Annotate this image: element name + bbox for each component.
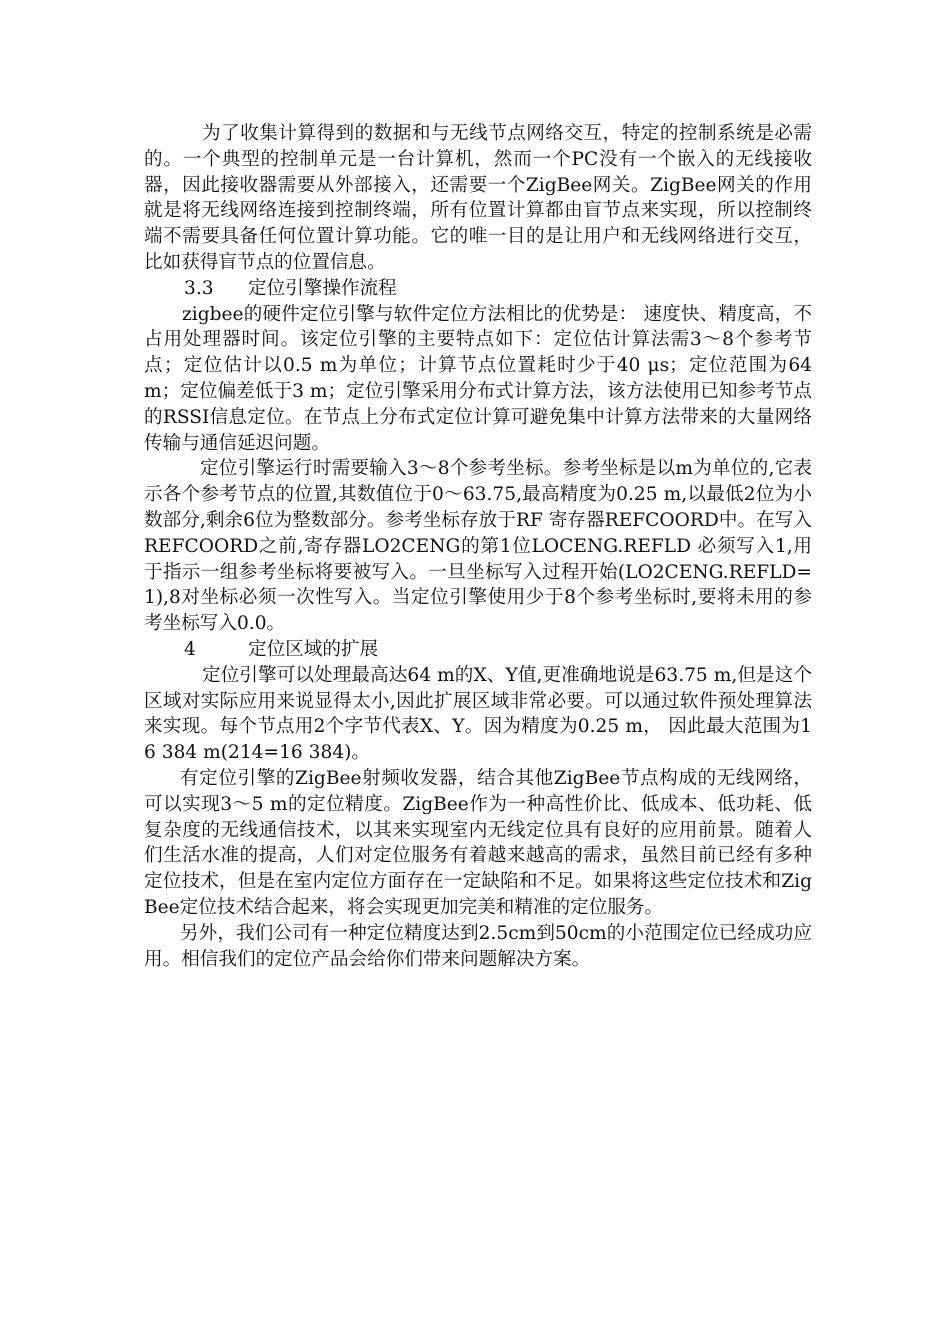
- paragraph-company-product: 另外，我们公司有一种定位精度达到2.5cm到50cm的小范围定位已经成功应用。相信我们的定位产品会给你们带来问题解决方案。: [144, 922, 812, 970]
- section-title: 定位引擎操作流程: [248, 277, 397, 299]
- paragraph-area-extension: 定位引擎可以处理最高达64 m的X、Y值,更准确地说是63.75 m,但是这个区域对实际应用来说显得太小,因此扩展区域非常必要。可以通过软件预处理算法来实现。每个节点用2个字节代表X、Y。因为精度为0.25 m， 因此最大范围为16 384 m(214=16 384)。: [144, 664, 812, 764]
- section-heading-3-3: [144, 276, 812, 302]
- paragraph-hardware-engine: zigbee的硬件定位引擎与软件定位方法相比的优势是： 速度快、精度高，不占用处理器时间。该定位引擎的主要特点如下：定位估计算法需3～8个参考节点；定位估计以0.5 m为单位；计算节点位置耗时少于40 μs；定位范围为64 m；定位偏差低于3 m；定位引擎采用分布式计算方法，该方法使用已知参考节点的RSSI信息定位。在节点上分布式定位计算可避免集中计算方法带来的大量网络传输与通信延迟问题。: [144, 303, 812, 454]
- section-heading-4: [144, 637, 812, 663]
- section-title: 定位区域的扩展: [248, 638, 379, 660]
- document-page: [144, 121, 812, 972]
- section-number: 3.3: [184, 277, 214, 299]
- paragraph-reference-coordinates: 定位引擎运行时需要输入3～8个参考坐标。参考坐标是以m为单位的,它表示各个参考节点的位置,其数值位于0～63.75,最高精度为0.25 m,以最低2位为小数部分,剩余6位为整数部分。参考坐标存放于RF 寄存器REFCOORD中。在写入REFCOORD之前,寄存器LO2CENG的第1位LOCENG.REFLD 必须写入1,用于指示一组参考坐标将要被写入。一旦坐标写入过程开始(LO2CENG.REFLD=1),8对坐标必须一次性写入。当定位引擎使用少于8个参考坐标时,要将未用的参考坐标写入0.0。: [144, 458, 812, 635]
- section-number: 4: [184, 638, 196, 660]
- paragraph-control-system: 为了收集计算得到的数据和与无线节点网络交互，特定的控制系统是必需的。一个典型的控制单元是一台计算机，然而一个PC没有一个嵌入的无线接收器，因此接收器需要从外部接入，还需要一个ZigBee网关。ZigBee网关的作用就是将无线网络连接到控制终端，所有位置计算都由盲节点来实现，所以控制终端不需要具备任何位置计算功能。它的唯一目的是让用户和无线网络进行交互，比如获得盲节点的位置信息。: [144, 123, 812, 273]
- paragraph-zigbee-accuracy: 有定位引擎的ZigBee射频收发器，结合其他ZigBee节点构成的无线网络，可以实现3～5 m的定位精度。ZigBee作为一种高性价比、低成本、低功耗、低复杂度的无线通信技术，以其来实现室内无线定位具有良好的应用前景。随着人们生活水准的提高，人们对定位服务有着越来越高的需求，虽然目前已经有多种定位技术，但是在室内定位方面存在一定缺陷和不足。如果将这些定位技术和ZigBee定位技术结合起来，将会实现更加完美和精准的定位服务。: [144, 767, 812, 918]
